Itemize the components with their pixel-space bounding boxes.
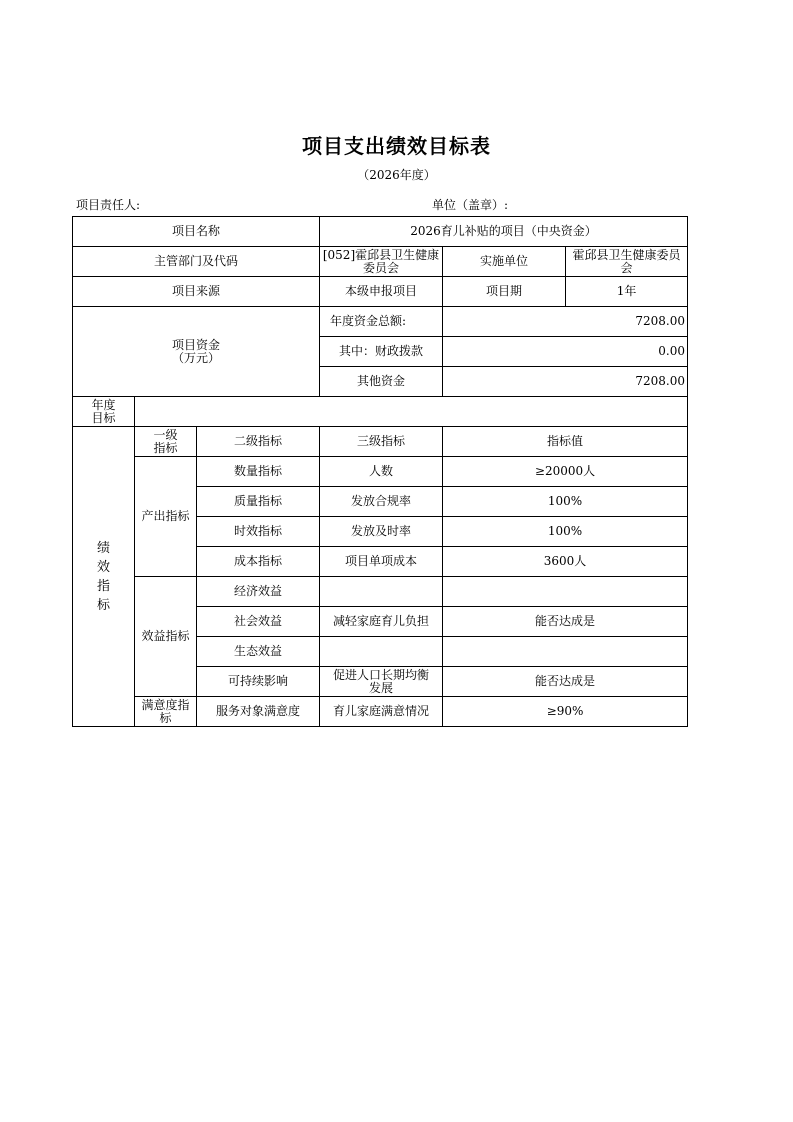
output-level3: 发放合规率 <box>320 487 443 517</box>
benefit-level3 <box>320 637 443 667</box>
benefit-value: 能否达成是 <box>443 607 688 637</box>
output-value: 3600人 <box>443 547 688 577</box>
output-value: 100% <box>443 517 688 547</box>
impl-unit-label: 实施单位 <box>443 247 566 277</box>
benefit-value <box>443 637 688 667</box>
other-funds-label: 其他资金 <box>320 367 443 397</box>
funds-label <box>73 307 320 397</box>
output-level3: 发放及时率 <box>320 517 443 547</box>
benefit-group-label: 效益指标 <box>135 577 197 697</box>
benefit-level3: 促进人口长期均衡发展 <box>320 667 443 697</box>
benefit-level2: 生态效益 <box>197 637 320 667</box>
impl-unit-value: 霍邱县卫生健康委员会 <box>566 247 688 277</box>
annual-total-label: 年度资金总额: <box>320 307 443 337</box>
output-level2: 质量指标 <box>197 487 320 517</box>
source-label: 项目来源 <box>73 277 320 307</box>
header-level1: 一级指标 <box>135 427 197 457</box>
unit-seal-label: 单位（盖章）: <box>432 198 509 212</box>
fiscal-value: 0.00 <box>443 337 688 367</box>
annual-goal-label: 年度目标 <box>73 397 135 427</box>
output-value: ≥20000人 <box>443 457 688 487</box>
benefit-level2: 经济效益 <box>197 577 320 607</box>
benefit-level3: 减轻家庭育儿负担 <box>320 607 443 637</box>
output-value: 100% <box>443 487 688 517</box>
header-level3: 三级指标 <box>320 427 443 457</box>
funds-label-line2: （万元） <box>171 350 220 365</box>
project-name-label: 项目名称 <box>73 217 320 247</box>
annual-goal-value <box>135 397 688 427</box>
satisfaction-level3: 育儿家庭满意情况 <box>320 697 443 727</box>
responsible-person-label: 项目责任人: <box>76 198 141 212</box>
output-level2: 成本指标 <box>197 547 320 577</box>
benefit-level2: 社会效益 <box>197 607 320 637</box>
output-level2: 时效指标 <box>197 517 320 547</box>
output-level3: 人数 <box>320 457 443 487</box>
benefit-value: 能否达成是 <box>443 667 688 697</box>
dept-label: 主管部门及代码 <box>73 247 320 277</box>
dept-value: [052]霍邱县卫生健康委员会 <box>320 247 443 277</box>
period-label: 项目期 <box>443 277 566 307</box>
funds-label-line1: 项目资金 <box>171 337 220 352</box>
perf-indicator-label: 绩效指标 <box>73 427 135 727</box>
output-group-label: 产出指标 <box>135 457 197 577</box>
fiscal-label: 其中：财政拨款 <box>320 337 443 367</box>
output-level3: 项目单项成本 <box>320 547 443 577</box>
benefit-level3 <box>320 577 443 607</box>
project-name-value: 2026育儿补贴的项目（中央资金） <box>320 217 688 247</box>
page-subtitle: （2026年度） <box>357 168 436 182</box>
benefit-level2: 可持续影响 <box>197 667 320 697</box>
page-title: 项目支出绩效目标表 <box>302 134 491 158</box>
satisfaction-group-label: 满意度指标 <box>135 697 197 727</box>
annual-total-value: 7208.00 <box>443 307 688 337</box>
satisfaction-level2: 服务对象满意度 <box>197 697 320 727</box>
output-level2: 数量指标 <box>197 457 320 487</box>
period-value: 1年 <box>566 277 688 307</box>
header-level2: 二级指标 <box>197 427 320 457</box>
satisfaction-value: ≥90% <box>443 697 688 727</box>
header-value: 指标值 <box>443 427 688 457</box>
benefit-value <box>443 577 688 607</box>
other-funds-value: 7208.00 <box>443 367 688 397</box>
source-value: 本级申报项目 <box>320 277 443 307</box>
performance-target-table <box>72 216 688 727</box>
